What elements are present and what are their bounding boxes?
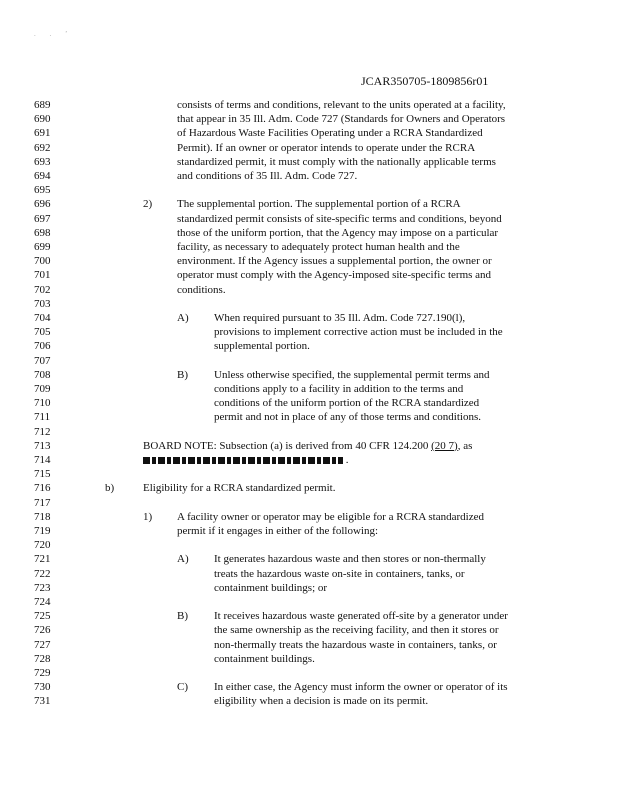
underlined-text: (20 7)	[431, 439, 458, 452]
line-text: containment buildings; or	[214, 581, 328, 594]
document-line	[0, 354, 618, 369]
document-line	[0, 141, 618, 156]
line-number: 705	[34, 326, 51, 339]
document-id: JCAR350705-1809856r01	[361, 74, 489, 88]
subsection-label: C)	[177, 681, 188, 694]
subsection-label: A)	[177, 312, 189, 324]
document-line	[0, 197, 618, 212]
document-line	[0, 496, 618, 511]
line-text: Eligibility for a RCRA standardized permit.	[143, 482, 336, 495]
document-line	[0, 638, 618, 653]
line-number: 711	[34, 411, 51, 424]
subsection-label: 1)	[143, 510, 153, 523]
line-number: 708	[34, 368, 51, 381]
line-text: standardized permit, it must comply with the nationally applicable terms	[177, 155, 496, 168]
line-text: Unless otherwise specified, the supplemental permit terms and	[214, 368, 490, 381]
line-number: 726	[34, 624, 51, 637]
line-text: of Hazardous Waste Facilities Operating under a RCRA Standardized	[177, 127, 483, 140]
document-line	[0, 339, 618, 354]
line-number: 701	[34, 269, 51, 282]
document-line	[0, 567, 618, 582]
line-number: 692	[34, 141, 51, 154]
document-line	[0, 439, 618, 454]
line-text: standardized permit consists of site-specific terms and conditions, beyond	[177, 212, 502, 225]
subsection-label: A)	[177, 553, 189, 566]
line-text: that appear in 35 Ill. Adm. Code 727 (Standards for Owners and Operators	[177, 113, 506, 126]
scan-mark: . . ’	[34, 30, 74, 38]
line-text: consists of terms and conditions, relevant to the units operated at a facility,	[177, 99, 506, 111]
line-text: In either case, the Agency must inform the owner or operator of its	[214, 681, 508, 694]
line-number: 724	[34, 596, 51, 608]
line-text: those of the uniform portion, that the Agency may impose on a particular	[177, 226, 499, 239]
document-line	[0, 311, 618, 326]
line-number: 731	[34, 695, 51, 708]
document-line	[0, 169, 618, 184]
document-line	[0, 453, 618, 468]
line-text: supplemental portion.	[214, 340, 310, 353]
line-number: 730	[34, 681, 51, 694]
document-line	[0, 254, 618, 269]
document-line	[0, 694, 618, 709]
line-number: 694	[34, 170, 51, 182]
document-line	[0, 98, 618, 113]
line-number: 699	[34, 241, 51, 253]
line-number: 702	[34, 283, 51, 296]
line-number: 725	[34, 610, 51, 623]
line-number: 697	[34, 212, 51, 225]
line-number: 691	[34, 127, 51, 140]
document-line	[0, 226, 618, 241]
line-text: treats the hazardous waste on-site in containers, tanks, or	[214, 567, 465, 580]
document-line	[0, 155, 618, 170]
line-number: 716	[34, 482, 51, 495]
document-line	[0, 183, 618, 198]
line-text: permit if it engages in either of the following:	[177, 525, 379, 537]
subsection-label: B)	[177, 610, 188, 623]
line-text: permit and not in place of any of those terms and conditions.	[214, 411, 481, 424]
document-line	[0, 652, 618, 667]
line-number: 704	[34, 312, 51, 324]
document-line	[0, 510, 618, 525]
line-text: environment. If the Agency issues a supplemental portion, the owner or	[177, 255, 492, 268]
line-text: conditions of the uniform portion of the RCRA standardized	[214, 397, 480, 410]
document-line	[0, 212, 618, 227]
line-text: Permit). If an owner or operator intends to operate under the RCRA	[177, 141, 476, 154]
document-line	[0, 325, 618, 340]
line-number: 720	[34, 539, 51, 552]
document-line	[0, 481, 618, 496]
document-line	[0, 382, 618, 397]
line-text: It receives hazardous waste generated off-site by a generator under	[214, 610, 508, 623]
subsection-label: 2)	[143, 198, 153, 211]
document-line	[0, 623, 618, 638]
line-number: 729	[34, 667, 51, 679]
line-text: non-thermally treats the hazardous waste in containers, tanks, or	[214, 638, 497, 651]
line-number: 690	[34, 113, 51, 126]
line-text: conditions apply to a facility in addition to the terms and	[214, 383, 464, 395]
line-text: A facility owner or operator may be eligible for a RCRA standardized	[177, 510, 484, 523]
line-text: and conditions of 35 Ill. Adm. Code 727.	[177, 170, 358, 182]
document-line	[0, 609, 618, 624]
line-text: provisions to implement corrective action must be included in the	[214, 326, 503, 339]
document-line	[0, 368, 618, 383]
redacted-text-block	[143, 457, 343, 464]
document-line	[0, 268, 618, 283]
line-number: 715	[34, 468, 51, 481]
line-number: 719	[34, 525, 51, 537]
document-line	[0, 283, 618, 298]
document-line	[0, 581, 618, 596]
line-number: 710	[34, 397, 51, 410]
line-number: 709	[34, 383, 51, 395]
document-line	[0, 126, 618, 141]
document-line	[0, 112, 618, 127]
line-number: 696	[34, 198, 51, 211]
line-number: 723	[34, 581, 51, 594]
document-line	[0, 467, 618, 482]
line-text: When required pursuant to 35 Ill. Adm. Code 727.190(l),	[214, 312, 466, 324]
line-text: .	[143, 453, 349, 468]
subsection-label: b)	[105, 482, 115, 495]
line-number: 707	[34, 354, 51, 367]
line-number: 727	[34, 638, 51, 651]
line-number: 698	[34, 226, 51, 239]
document-line	[0, 425, 618, 440]
line-number: 717	[34, 496, 51, 509]
subsection-label: B)	[177, 368, 188, 381]
line-number: 689	[34, 99, 51, 111]
document-line	[0, 552, 618, 567]
document-line	[0, 240, 618, 255]
line-text: It generates hazardous waste and then stores or non-thermally	[214, 553, 486, 566]
line-number: 693	[34, 155, 51, 168]
line-text: containment buildings.	[214, 652, 315, 665]
line-text: eligibility when a decision is made on its permit.	[214, 695, 429, 708]
line-number: 721	[34, 553, 51, 566]
line-number: 713	[34, 439, 51, 452]
line-number: 722	[34, 567, 51, 580]
line-number: 712	[34, 425, 51, 438]
document-line	[0, 396, 618, 411]
line-number: 718	[34, 510, 51, 523]
line-number: 714	[34, 454, 51, 466]
line-number: 695	[34, 184, 51, 197]
line-text: operator must comply with the Agency-imposed site-specific terms and	[177, 269, 492, 282]
line-text: The supplemental portion. The supplemental portion of a RCRA	[177, 198, 461, 211]
line-number: 728	[34, 652, 51, 665]
line-text: BOARD NOTE: Subsection (a) is derived from 40 CFR 124.200 (20 7), as	[143, 439, 473, 452]
document-line	[0, 297, 618, 312]
document-line	[0, 595, 618, 610]
document-line	[0, 410, 618, 425]
line-text: facility, as necessary to adequately protect human health and the	[177, 241, 460, 253]
line-text: conditions.	[177, 283, 226, 296]
document-line	[0, 524, 618, 539]
document-line	[0, 680, 618, 695]
line-number: 703	[34, 297, 51, 310]
document-line	[0, 538, 618, 553]
line-text: the same ownership as the receiving facility, and then it stores or	[214, 624, 499, 637]
line-number: 706	[34, 340, 51, 353]
line-number: 700	[34, 255, 51, 268]
document-line	[0, 666, 618, 681]
